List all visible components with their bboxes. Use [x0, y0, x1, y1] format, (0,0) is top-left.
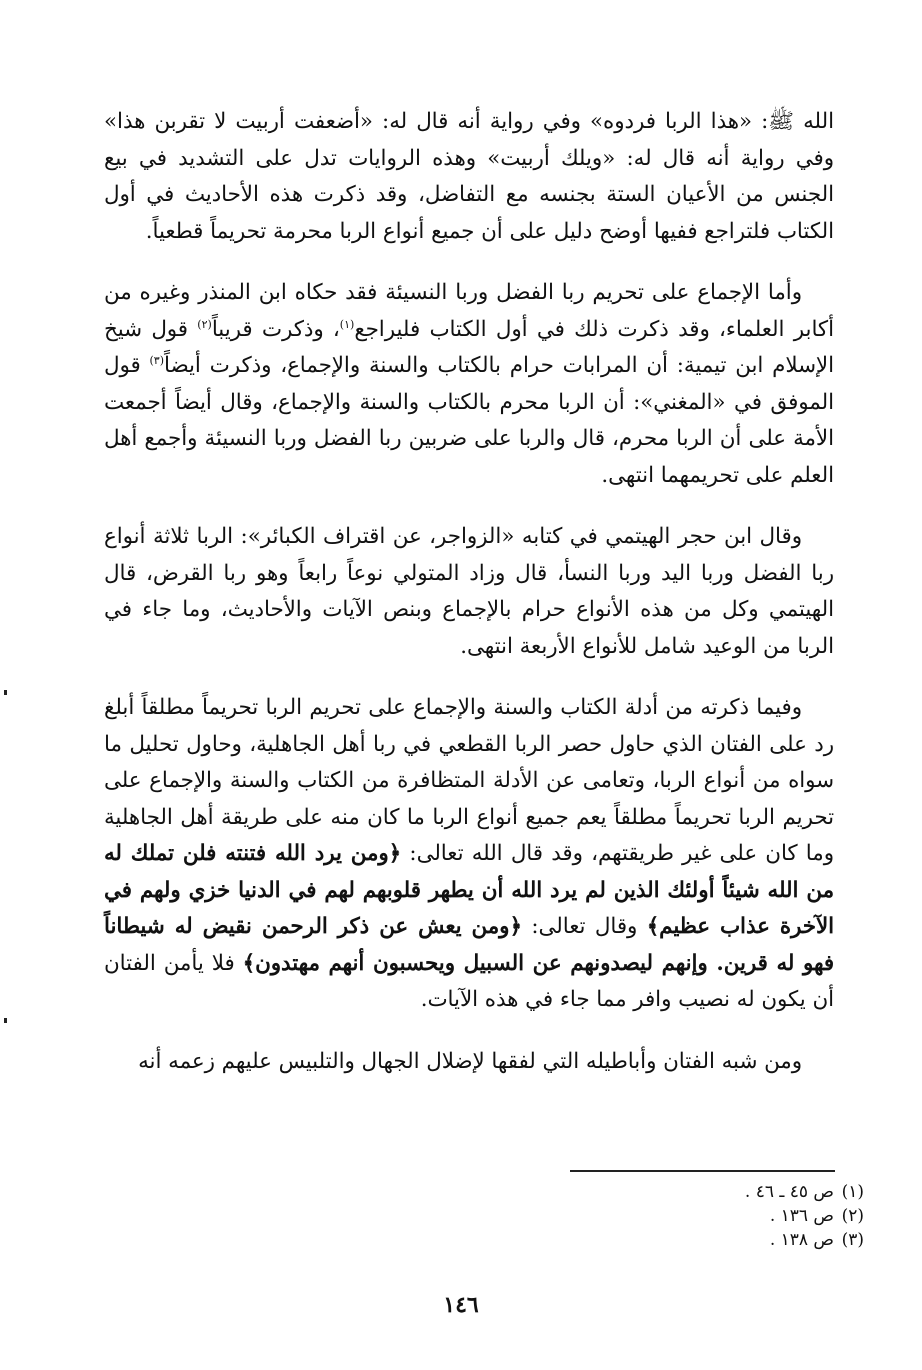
footnote-number: (٢): [841, 1206, 864, 1226]
paragraph-text: وأما الإجماع على تحريم ربا الفضل وربا النسيئة فقد حكاه ابن المنذر وغيره من أكابر العلماء، وقد ذكرت ذلك في أول الكتاب فليراجع: [104, 280, 834, 342]
paragraph-text: فلا يأمن الفتان أن يكون له نصيب وافر مما جاء في هذه الآيات.: [104, 950, 834, 1012]
scan-mark: [4, 690, 7, 695]
paragraph-text: قول شيخ الإسلام ابن تيمية: أن المرابات حرام بالكتاب والسنة والإجماع، وذكرت أيضاً: [104, 316, 834, 378]
footnotes: [560, 1180, 864, 1252]
paragraph-2: [104, 275, 834, 494]
paragraph-text: ومن شبه الفتان وأباطيله التي لفقها لإضلال الجهال والتلبيس عليهم زعمه أنه: [138, 1048, 802, 1074]
footnote-item: [560, 1228, 864, 1252]
paragraph-text: قول الموفق في «المغني»: أن الربا محرم بالكتاب والسنة والإجماع، وقال أيضاً أجمعت الأمة على أن الربا محرم، قال والربا على ضربين ربا الفضل وربا النسيئة وأجمع أهل العلم على تحريمهما انتهى.: [104, 353, 834, 488]
footnote-number: (٣): [841, 1230, 864, 1250]
footnote-text: ص ١٣٨ .: [769, 1230, 834, 1250]
footnote-text: ص ١٣٦ .: [769, 1206, 834, 1226]
main-text: [104, 104, 834, 1105]
paragraph-text: وقال تعالى:: [521, 914, 647, 939]
paragraph-5: [104, 1044, 834, 1081]
paragraph-text: ، وذكرت قريباً: [211, 316, 340, 342]
paragraph-1: [104, 104, 834, 250]
paragraph-text: وقال ابن حجر الهيتمي في كتابه «الزواجر، عن اقتراف الكبائر»: الربا ثلاثة أنواع ربا الفضل وربا اليد وربا النسأ، قال وزاد المتولي نوعاً رابعاً وهو ربا القرض، قال الهيتمي وكل من هذه الأنواع حرام بالإجماع وبنص الآيات والأحاديث، وما جاء في الربا من الوعيد شامل للأنواع الأربعة انتهى.: [104, 524, 834, 659]
footnote-item: [560, 1180, 864, 1204]
footnote-reference[interactable]: (١): [339, 317, 355, 331]
footnote-reference[interactable]: (٣): [149, 353, 165, 367]
footnote-reference[interactable]: (٢): [197, 317, 212, 331]
quran-verse: ﴿ومن يعش عن ذكر الرحمن نقيض له شيطاناً فهو له قرين. وإنهم ليصدونهم عن السبيل ويحسبون أنهم مهتدون﴾: [104, 914, 834, 976]
scan-mark: [4, 1018, 7, 1023]
footnote-item: [560, 1204, 864, 1228]
paragraph-3: [104, 519, 834, 665]
page-number: ١٤٦: [443, 1292, 479, 1318]
quran-verse: ﴿ومن يرد الله فتنته فلن تملك له من الله شيئاً أولئك الذين لم يرد الله أن يطهر قلوبهم لهم في الدنيا خزي ولهم في الآخرة عذاب عظيم﴾: [104, 841, 835, 939]
footnote-text: ص ٤٥ ـ ٤٦ .: [744, 1182, 834, 1202]
footnote-number: (١): [841, 1182, 864, 1202]
paragraph-4: [104, 690, 834, 1019]
paragraph-text: الله ﷺ: «هذا الربا فردوه» وفي رواية أنه قال له: «أضعفت أربيت لا تقربن هذا» وفي رواية أنه قال له: «ويلك أربيت» وهذه الروايات تدل على التشديد في بيع الجنس من الأعيان الستة بجنسه مع التفاضل، وقد ذكرت هذه الأحاديث في أول الكتاب فلتراجع ففيها أوضح دليل على أن جميع أنواع الربا محرمة تحريماً قطعياً.: [104, 109, 834, 244]
footnote-separator: [570, 1170, 835, 1172]
paragraph-text: وفيما ذكرته من أدلة الكتاب والسنة والإجماع على تحريم الربا تحريماً مطلقاً أبلغ رد على الفتان الذي حاول حصر الربا القطعي في ربا أهل الجاهلية، وحاول تحليل ما سواه من أنواع الربا، وتعامى عن الأدلة المتظافرة من الكتاب والسنة والإجماع على تحريم الربا تحريماً مطلقاً يعم جميع أنواع الربا ما كان منه على طريقة أهل الجاهلية وما كان على غير طريقتهم، وقد قال الله تعالى:: [104, 695, 834, 866]
